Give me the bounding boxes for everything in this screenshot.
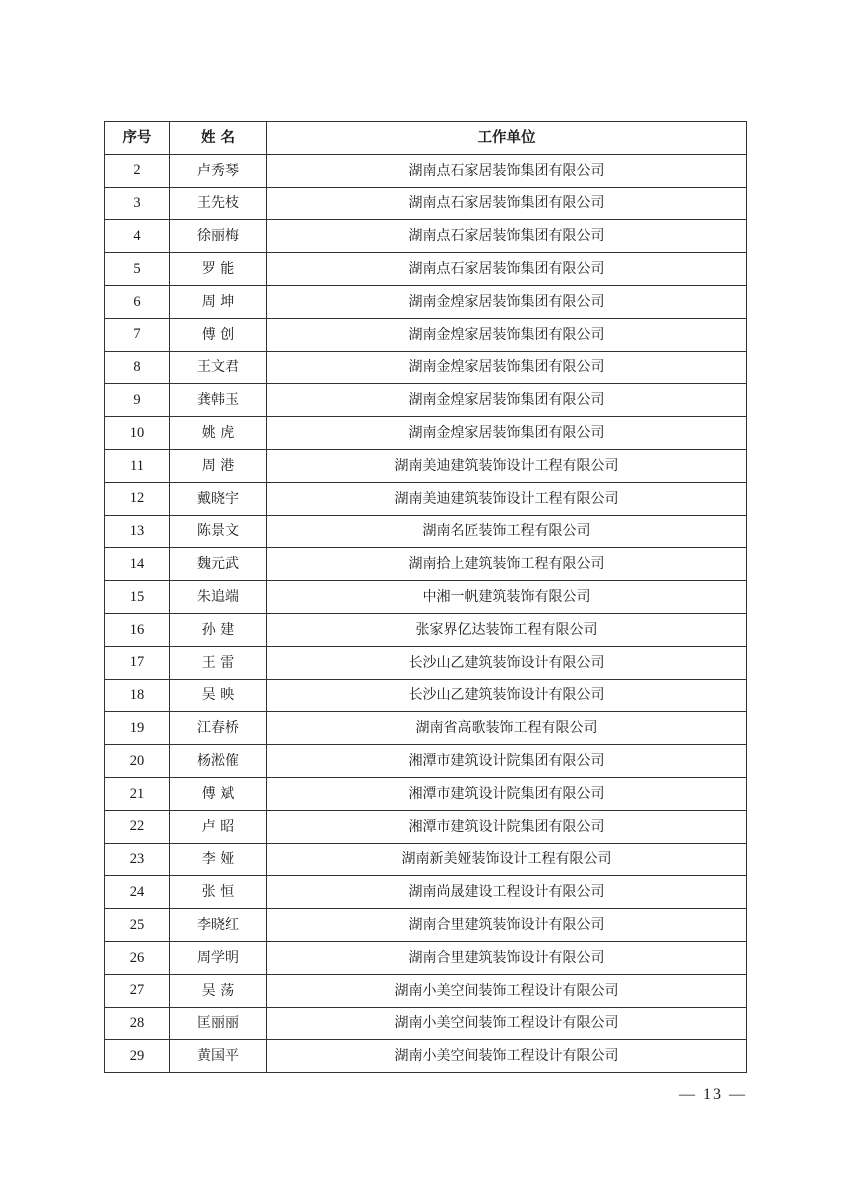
cell-serial-number: 17: [105, 646, 170, 679]
table-row: [105, 745, 747, 778]
table-row: [105, 1007, 747, 1040]
cell-serial-number: 6: [105, 285, 170, 318]
table-row: [105, 417, 747, 450]
table-row: [105, 285, 747, 318]
cell-name: 徐丽梅: [170, 220, 267, 253]
cell-work-unit: 湘潭市建筑设计院集团有限公司: [267, 777, 747, 810]
table-row: [105, 548, 747, 581]
cell-serial-number: 29: [105, 1040, 170, 1073]
cell-serial-number: 9: [105, 384, 170, 417]
cell-serial-number: 18: [105, 679, 170, 712]
page-number: — 13 —: [679, 1086, 747, 1103]
header-serial-number: 序号: [105, 122, 170, 155]
cell-serial-number: 26: [105, 941, 170, 974]
cell-name: 傅 创: [170, 318, 267, 351]
cell-name: 王文君: [170, 351, 267, 384]
cell-work-unit: 湖南金煌家居装饰集团有限公司: [267, 285, 747, 318]
cell-work-unit: 湖南点石家居装饰集团有限公司: [267, 187, 747, 220]
cell-work-unit: 湖南小美空间装饰工程设计有限公司: [267, 1007, 747, 1040]
cell-name: 江春桥: [170, 712, 267, 745]
cell-serial-number: 5: [105, 253, 170, 286]
cell-name: 王 雷: [170, 646, 267, 679]
table-row: [105, 613, 747, 646]
header-work-unit: 工作单位: [267, 122, 747, 155]
cell-name: 李 娅: [170, 843, 267, 876]
cell-work-unit: 长沙山乙建筑装饰设计有限公司: [267, 646, 747, 679]
cell-work-unit: 湖南金煌家居装饰集团有限公司: [267, 318, 747, 351]
cell-name: 张 恒: [170, 876, 267, 909]
cell-work-unit: 湖南美迪建筑装饰设计工程有限公司: [267, 482, 747, 515]
cell-work-unit: 湘潭市建筑设计院集团有限公司: [267, 745, 747, 778]
table-row: [105, 843, 747, 876]
cell-work-unit: 湖南金煌家居装饰集团有限公司: [267, 351, 747, 384]
personnel-table: [104, 121, 747, 1073]
cell-serial-number: 13: [105, 515, 170, 548]
cell-work-unit: 张家界亿达装饰工程有限公司: [267, 613, 747, 646]
cell-name: 朱追端: [170, 581, 267, 614]
cell-work-unit: 长沙山乙建筑装饰设计有限公司: [267, 679, 747, 712]
cell-work-unit: 湖南合里建筑装饰设计有限公司: [267, 909, 747, 942]
cell-name: 匡丽丽: [170, 1007, 267, 1040]
cell-work-unit: 湖南金煌家居装饰集团有限公司: [267, 384, 747, 417]
cell-name: 龚韩玉: [170, 384, 267, 417]
cell-serial-number: 20: [105, 745, 170, 778]
cell-serial-number: 19: [105, 712, 170, 745]
table-row: [105, 187, 747, 220]
cell-serial-number: 10: [105, 417, 170, 450]
cell-serial-number: 2: [105, 154, 170, 187]
cell-name: 周 港: [170, 449, 267, 482]
cell-serial-number: 23: [105, 843, 170, 876]
table-row: [105, 712, 747, 745]
cell-name: 戴晓宇: [170, 482, 267, 515]
table-row: [105, 909, 747, 942]
cell-name: 魏元武: [170, 548, 267, 581]
cell-serial-number: 22: [105, 810, 170, 843]
header-name: 姓 名: [170, 122, 267, 155]
table-row: [105, 449, 747, 482]
cell-name: 傅 斌: [170, 777, 267, 810]
table-row: [105, 482, 747, 515]
table-row: [105, 220, 747, 253]
table-row: [105, 384, 747, 417]
cell-name: 周学明: [170, 941, 267, 974]
cell-serial-number: 21: [105, 777, 170, 810]
table-header-row: [105, 122, 747, 155]
cell-name: 王先枝: [170, 187, 267, 220]
cell-serial-number: 12: [105, 482, 170, 515]
table-row: [105, 154, 747, 187]
cell-name: 姚 虎: [170, 417, 267, 450]
table-row: [105, 777, 747, 810]
cell-work-unit: 湖南新美娅装饰设计工程有限公司: [267, 843, 747, 876]
cell-work-unit: 湖南小美空间装饰工程设计有限公司: [267, 1040, 747, 1073]
cell-name: 吴 映: [170, 679, 267, 712]
cell-name: 孙 建: [170, 613, 267, 646]
cell-name: 杨淞傕: [170, 745, 267, 778]
table-row: [105, 810, 747, 843]
table-row: [105, 351, 747, 384]
cell-name: 黄国平: [170, 1040, 267, 1073]
cell-serial-number: 28: [105, 1007, 170, 1040]
table-row: [105, 253, 747, 286]
cell-work-unit: 湖南拾上建筑装饰工程有限公司: [267, 548, 747, 581]
table-row: [105, 581, 747, 614]
table-row: [105, 679, 747, 712]
cell-name: 陈景文: [170, 515, 267, 548]
table-body: [105, 154, 747, 1072]
cell-work-unit: 湖南省高歌装饰工程有限公司: [267, 712, 747, 745]
cell-work-unit: 湖南合里建筑装饰设计有限公司: [267, 941, 747, 974]
cell-name: 罗 能: [170, 253, 267, 286]
cell-serial-number: 4: [105, 220, 170, 253]
table-row: [105, 941, 747, 974]
cell-serial-number: 3: [105, 187, 170, 220]
cell-serial-number: 25: [105, 909, 170, 942]
cell-work-unit: 湖南点石家居装饰集团有限公司: [267, 154, 747, 187]
cell-serial-number: 8: [105, 351, 170, 384]
cell-work-unit: 湖南点石家居装饰集团有限公司: [267, 253, 747, 286]
cell-work-unit: 湖南点石家居装饰集团有限公司: [267, 220, 747, 253]
cell-work-unit: 中湘一帆建筑装饰有限公司: [267, 581, 747, 614]
cell-serial-number: 27: [105, 974, 170, 1007]
cell-work-unit: 湖南美迪建筑装饰设计工程有限公司: [267, 449, 747, 482]
cell-name: 卢 昭: [170, 810, 267, 843]
table-row: [105, 646, 747, 679]
cell-serial-number: 24: [105, 876, 170, 909]
cell-name: 吴 荡: [170, 974, 267, 1007]
table-row: [105, 876, 747, 909]
cell-name: 周 坤: [170, 285, 267, 318]
cell-serial-number: 7: [105, 318, 170, 351]
cell-work-unit: 湖南金煌家居装饰集团有限公司: [267, 417, 747, 450]
cell-serial-number: 16: [105, 613, 170, 646]
cell-serial-number: 15: [105, 581, 170, 614]
table-row: [105, 974, 747, 1007]
cell-work-unit: 湘潭市建筑设计院集团有限公司: [267, 810, 747, 843]
cell-serial-number: 14: [105, 548, 170, 581]
table-row: [105, 318, 747, 351]
cell-name: 卢秀琴: [170, 154, 267, 187]
cell-work-unit: 湖南名匠装饰工程有限公司: [267, 515, 747, 548]
table-row: [105, 1040, 747, 1073]
cell-name: 李晓红: [170, 909, 267, 942]
cell-work-unit: 湖南小美空间装饰工程设计有限公司: [267, 974, 747, 1007]
cell-work-unit: 湖南尚晟建设工程设计有限公司: [267, 876, 747, 909]
table-row: [105, 515, 747, 548]
cell-serial-number: 11: [105, 449, 170, 482]
